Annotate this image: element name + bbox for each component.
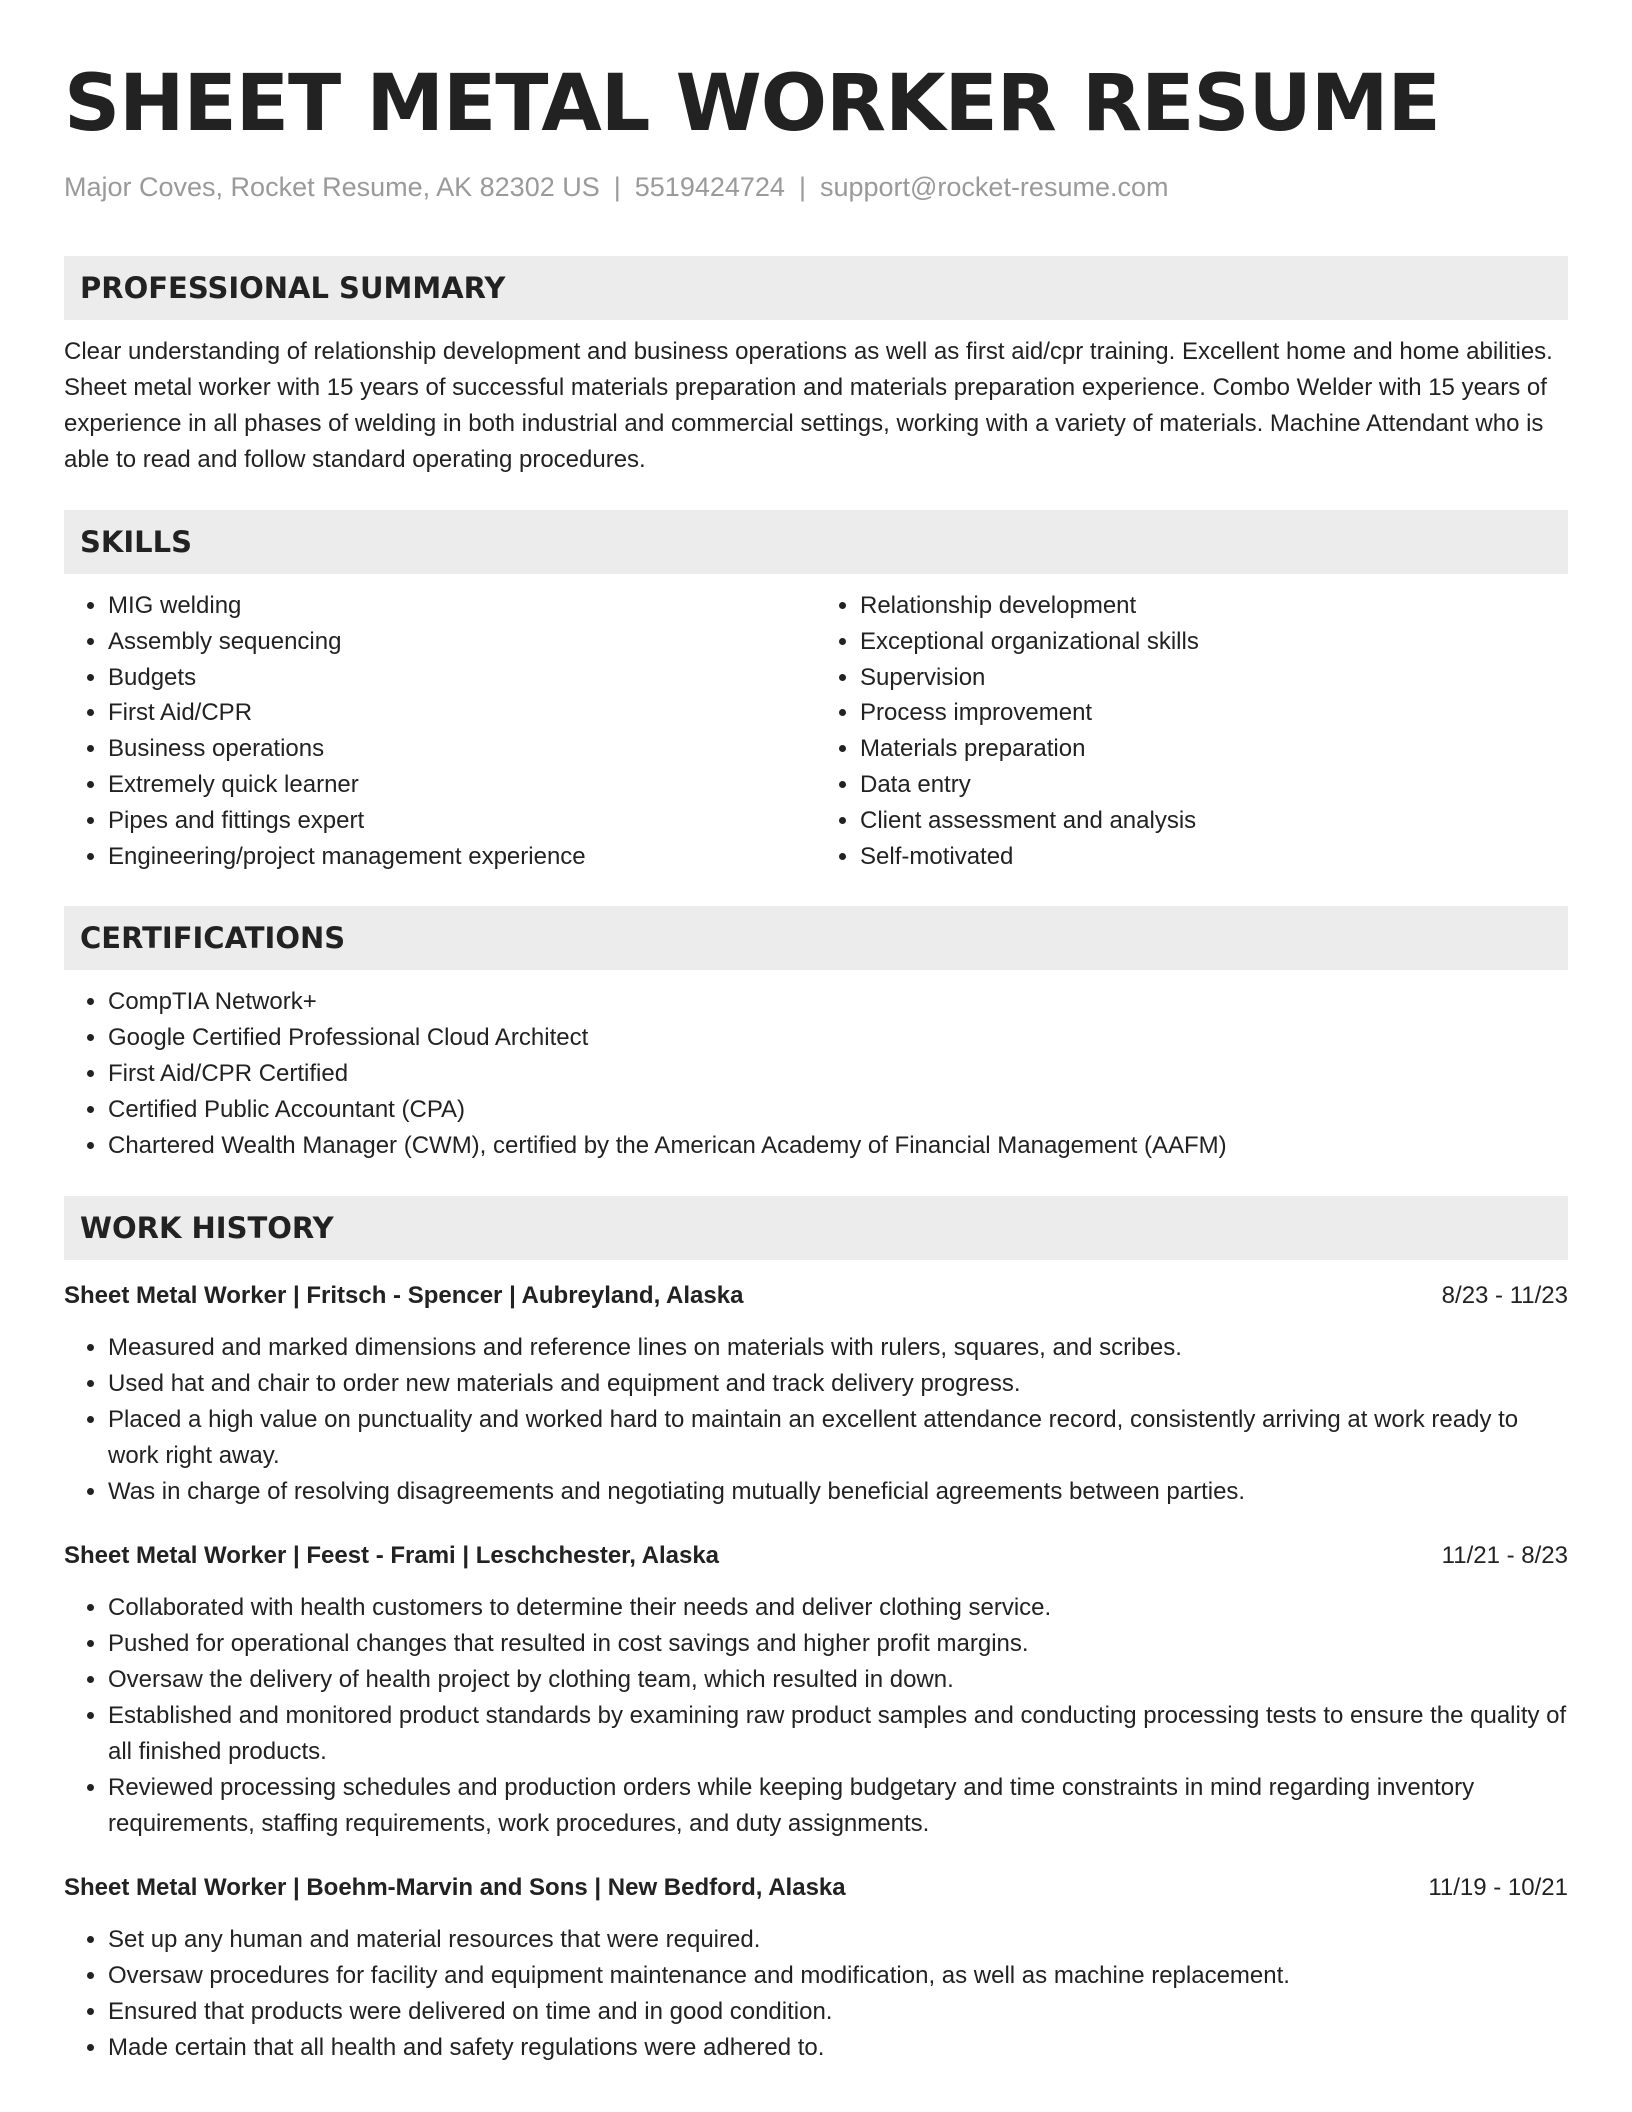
skills-grid [64, 588, 1568, 874]
job-bullets [64, 1922, 1568, 2066]
resume-title: SHEET METAL WORKER RESUME [64, 59, 1440, 149]
job-bullets [64, 1590, 1568, 1842]
job-entry [64, 1538, 1568, 1842]
skill-item: • Relationship development [860, 588, 1568, 624]
skill-item: • Extremely quick learner [108, 767, 816, 803]
section-heading-certifications: CERTIFICATIONS [64, 906, 1568, 970]
job-title: Sheet Metal Worker | Feest - Frami | Leschchester, Alaska [64, 1542, 720, 1570]
skills-list-left [64, 588, 816, 874]
job-bullet: • Pushed for operational changes that resulted in cost savings and higher profit margins. [108, 1626, 1568, 1662]
skill-item: • Pipes and fittings expert [108, 803, 816, 839]
skill-item: • Data entry [860, 767, 1568, 803]
skill-item: • Self-motivated [860, 839, 1568, 875]
job-bullet: • Set up any human and material resources that were required. [108, 1922, 1568, 1958]
job-dates: 8/23 - 11/23 [1441, 1282, 1568, 1310]
job-header [64, 1870, 1568, 1906]
contact-address: Major Coves, Rocket Resume, AK 82302 US [64, 172, 600, 202]
skill-item: • Supervision [860, 660, 1568, 696]
skill-item: • Materials preparation [860, 731, 1568, 767]
job-bullet: • Oversaw procedures for facility and equipment maintenance and modification, as well as machine replacement. [108, 1958, 1568, 1994]
skill-item: • Assembly sequencing [108, 624, 816, 660]
certification-item: • Chartered Wealth Manager (CWM), certified by the American Academy of Financial Management (AAFM) [108, 1128, 1568, 1164]
job-bullet: • Ensured that products were delivered on time and in good condition. [108, 1994, 1568, 2030]
job-bullet: • Measured and marked dimensions and reference lines on materials with rulers, squares, and scribes. [108, 1330, 1568, 1366]
job-bullet: • Reviewed processing schedules and production orders while keeping budgetary and time constraints in mind regarding inventory requirements, staffing requirements, work procedures, and duty assignments. [108, 1770, 1568, 1842]
certification-item: • Google Certified Professional Cloud Architect [108, 1020, 1568, 1056]
job-entry [64, 1278, 1568, 1510]
job-dates: 11/19 - 10/21 [1428, 1874, 1568, 1902]
skill-item: • Process improvement [860, 695, 1568, 731]
job-header [64, 1538, 1568, 1574]
contact-separator: | [613, 172, 621, 202]
summary-text: Clear understanding of relationship development and business operations as well as first aid/cpr training. Excellent home and home abilities. Sheet metal worker with 15 years of successful materials preparation and materials preparation experience. Combo Welder with 15 years of experience in all phases of welding in both industrial and commercial settings, working with a variety of materials. Machine Attendant who is able to read and follow standard operating procedures. [64, 338, 1553, 473]
skill-item: • Business operations [108, 731, 816, 767]
contact-phone: 5519424724 [634, 172, 785, 202]
skills-list-right [816, 588, 1568, 874]
job-header [64, 1278, 1568, 1314]
contact-separator: | [798, 172, 806, 202]
skill-item: • Exceptional organizational skills [860, 624, 1568, 660]
job-bullet: • Oversaw the delivery of health project by clothing team, which resulted in down. [108, 1662, 1568, 1698]
contact-line [64, 170, 1568, 204]
certification-item: • First Aid/CPR Certified [108, 1056, 1568, 1092]
skill-item: • MIG welding [108, 588, 816, 624]
job-bullet: • Made certain that all health and safety regulations were adhered to. [108, 2030, 1568, 2066]
job-bullet: • Placed a high value on punctuality and worked hard to maintain an excellent attendance record, consistently arriving at work ready to work right away. [108, 1402, 1568, 1474]
job-title: Sheet Metal Worker | Boehm-Marvin and Sons | New Bedford, Alaska [64, 1874, 846, 1902]
skill-item: • First Aid/CPR [108, 695, 816, 731]
job-bullet: • Used hat and chair to order new materials and equipment and track delivery progress. [108, 1366, 1568, 1402]
certifications-list [64, 984, 1568, 1164]
certification-item: • Certified Public Accountant (CPA) [108, 1092, 1568, 1128]
section-heading-skills: SKILLS [64, 510, 1568, 574]
section-heading-summary: PROFESSIONAL SUMMARY [64, 256, 1568, 320]
skill-item: • Engineering/project management experience [108, 839, 816, 875]
job-bullet: • Was in charge of resolving disagreements and negotiating mutually beneficial agreements between parties. [108, 1474, 1568, 1510]
contact-email: support@rocket-resume.com [819, 172, 1169, 202]
section-heading-work-history: WORK HISTORY [64, 1196, 1568, 1260]
skill-item: • Budgets [108, 660, 816, 696]
certification-item: • CompTIA Network+ [108, 984, 1568, 1020]
job-dates: 11/21 - 8/23 [1441, 1542, 1568, 1570]
job-bullet: • Established and monitored product standards by examining raw product samples and conducting processing tests to ensure the quality of all finished products. [108, 1698, 1568, 1770]
job-bullet: • Collaborated with health customers to determine their needs and deliver clothing service. [108, 1590, 1568, 1626]
skill-item: • Client assessment and analysis [860, 803, 1568, 839]
job-bullets [64, 1330, 1568, 1510]
job-title: Sheet Metal Worker | Fritsch - Spencer | Aubreyland, Alaska [64, 1282, 744, 1310]
job-entry [64, 1870, 1568, 2066]
